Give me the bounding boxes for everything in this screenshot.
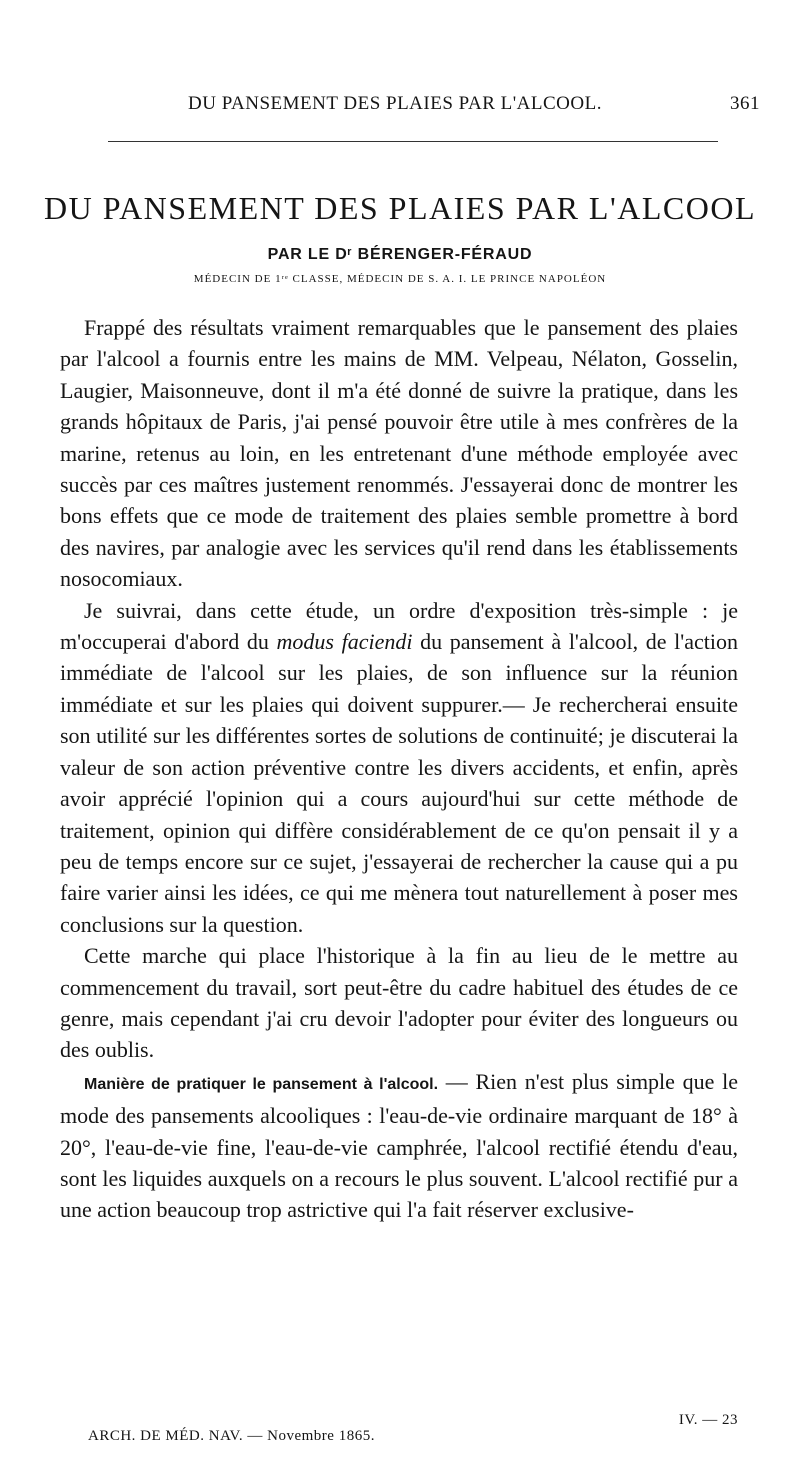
paragraph-2-text-a: Je suivrai, dans cette étude, un ordre d'exposition très-simple : je m'occuperai d'abord du xyxy=(60,597,738,655)
running-head-title: DU PANSEMENT DES PLAIES PAR L'ALCOOL. xyxy=(188,93,602,114)
paragraph-4-text: — Rien n'est plus simple que le mode des pansements alcooliques : l'eau-de-vie ordinaire marquant de 18° à 20°, l'eau-de-vie fine, l'eau-de-vie camphrée, l'alcool rectifié étendu d'eau, sont les liquides auxquels on a recours le plus souvent. L'alcool rectifié pur a une action beaucoup trop astrictive qui l'a fait réserver exclusive- xyxy=(60,1068,738,1223)
header-rule xyxy=(108,141,718,142)
running-head xyxy=(40,93,760,117)
section-subheading: Manière de pratiquer le pansement à l'alcool. xyxy=(84,1075,439,1093)
paragraph-1: Frappé des résultats vraiment remarquables que le pansement des plaies par l'alcool a fournis entre les mains de MM. Velpeau, Nélaton, Gosselin, Laugier, Maisonneuve, dont il m'a été donné de suivre la pratique, dans les grands hôpitaux de Paris, j'ai pensé pouvoir être utile à mes confrères de la marine, retenus au loin, en les entretenant d'une méthode employée avec succès par ces maîtres justement renommés. J'essayerai donc de montrer les bons effets que ce mode de traitement des plaies semble promettre à bord des navires, par analogie avec les services qu'il rend dans les établissements nosocomiaux. xyxy=(60,315,738,592)
latin-term: modus faciendi xyxy=(276,629,413,655)
author-byline: PAR LE Dʳ BÉRENGER-FÉRAUD xyxy=(267,246,533,263)
signature-mark: IV. — 23 xyxy=(678,1412,738,1428)
paragraph-3: Cette marche qui place l'historique à la fin au lieu de le mettre au commencement du travail, sort peut-être du cadre habituel des études de ce genre, mais cependant j'ai cru devoir l'adopter pour éviter des longueurs ou des oublis. xyxy=(60,943,738,1063)
article-body xyxy=(60,312,738,1226)
article-title: DU PANSEMENT DES PLAIES PAR L'ALCOOL xyxy=(43,190,756,226)
journal-source: ARCH. DE MÉD. NAV. — Novembre 1865. xyxy=(88,1428,375,1444)
page-number: 361 xyxy=(730,93,760,114)
paragraph-2-text-b: du pansement à l'alcool, de l'action immédiate de l'alcool sur les plaies, de son influence sur la réunion immédiate et sur les plaies qui doivent suppurer.— Je rechercherai ensuite son utilité sur les différentes sortes de solutions de continuité; je discuterai la valeur de son action préventive contre les divers accidents, et enfin, après avoir apprécié l'opinion qui a cours aujourd'hui sur cette méthode de traitement, opinion qui diffère considérablement de ce qu'on pensait il y a peu de temps encore sur ce sujet, j'essayerai de rechercher la cause qui a pu faire varier ainsi les idées, ce qui me mènera tout naturellement à poser mes conclusions sur la question. xyxy=(60,629,738,937)
author-credentials: MÉDECIN DE 1ʳᵉ CLASSE, MÉDECIN DE S. A. I. LE PRINCE NAPOLÉON xyxy=(193,273,607,285)
paragraph-4 xyxy=(60,1066,738,1226)
page-footer xyxy=(88,1412,738,1448)
paragraph-2 xyxy=(60,595,738,940)
